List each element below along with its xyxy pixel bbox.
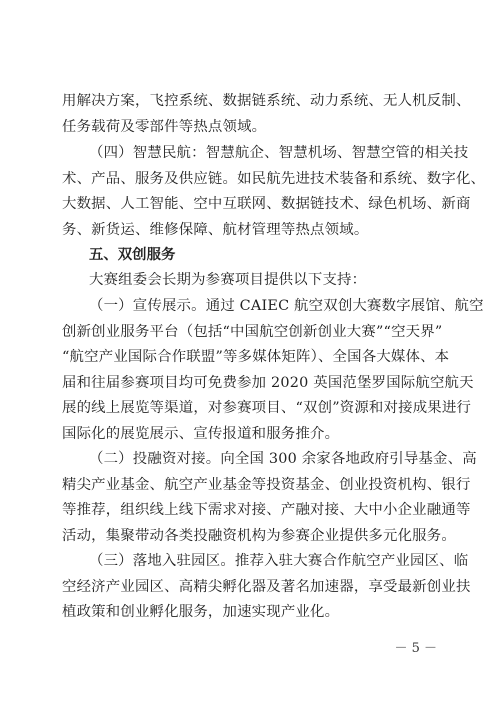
text-line: 活动，集聚带动各类投融资机构为参赛企业提供多元化服务。 bbox=[62, 527, 456, 544]
text-line: 植政策和创业孵化服务，加速实现产业化。 bbox=[62, 604, 340, 620]
text-line: 空经济产业园区、高精尖孵化器及著名加速器，享受最新创业扶 bbox=[62, 578, 471, 595]
paragraph-publicity bbox=[62, 294, 484, 447]
text-line: 展的线上展览等渠道，对参赛项目、“双创”资源和对接成果进行 bbox=[62, 400, 472, 416]
paragraph-smart-aviation bbox=[62, 141, 486, 243]
text-line: （一）宣传展示。通过 CAIEC 航空双创大赛数字展馆、航空 bbox=[89, 298, 484, 314]
text-line: 大数据、人工智能、空中互联网、数据链技术、绿色机场、新商 bbox=[62, 196, 471, 212]
text-line: 大赛组委会长期为参赛项目提供以下支持： bbox=[89, 272, 367, 288]
paragraph-investment bbox=[62, 447, 477, 549]
text-line: 务、新货运、维修保障、航材管理等热点领域。 bbox=[62, 221, 369, 238]
paragraph-park-settlement bbox=[62, 549, 471, 626]
page-number: － 5 － bbox=[394, 641, 437, 656]
text-line: 任务载荷及零部件等热点领域。 bbox=[62, 118, 267, 135]
text-line: （四）智慧民航：智慧航企、智慧机场、智慧空管的相关技 bbox=[89, 145, 469, 161]
text-line: （三）落地入驻园区。推荐入驻大赛合作航空产业园区、临 bbox=[89, 553, 469, 569]
text-line: 用解决方案，飞控系统、数据链系统、动力系统、无人机反制、 bbox=[62, 93, 471, 109]
text-line: 国际化的展览展示、宣传报道和服务推介。 bbox=[62, 425, 340, 442]
text-line: （二）投融资对接。向全国 300 余家各地政府引导基金、高 bbox=[89, 451, 477, 467]
text-line: 创新创业服务平台（包括“中国航空创新创业大赛”“空天界” bbox=[62, 323, 443, 340]
text-line: 术、产品、服务及供应链。如民航先进技术装备和系统、数字化、 bbox=[62, 170, 486, 187]
text-line: 届和往届参赛项目均可免费参加 2020 英国范堡罗国际航空航天 bbox=[62, 374, 474, 391]
paragraph-industry-fields bbox=[62, 89, 471, 140]
text-line: “航空产业国际合作联盟”等多媒体矩阵）、全国各大媒体、本 bbox=[62, 349, 450, 365]
text-line: 等推荐，组织线上线下需求对接、产融对接、大中小企业融通等 bbox=[62, 502, 471, 518]
paragraph-support-intro bbox=[62, 268, 446, 294]
text-line: 精尖产业基金、航空产业基金等投资基金、创业投资机构、银行 bbox=[62, 476, 471, 493]
section-heading: 五、双创服务 bbox=[89, 247, 176, 263]
